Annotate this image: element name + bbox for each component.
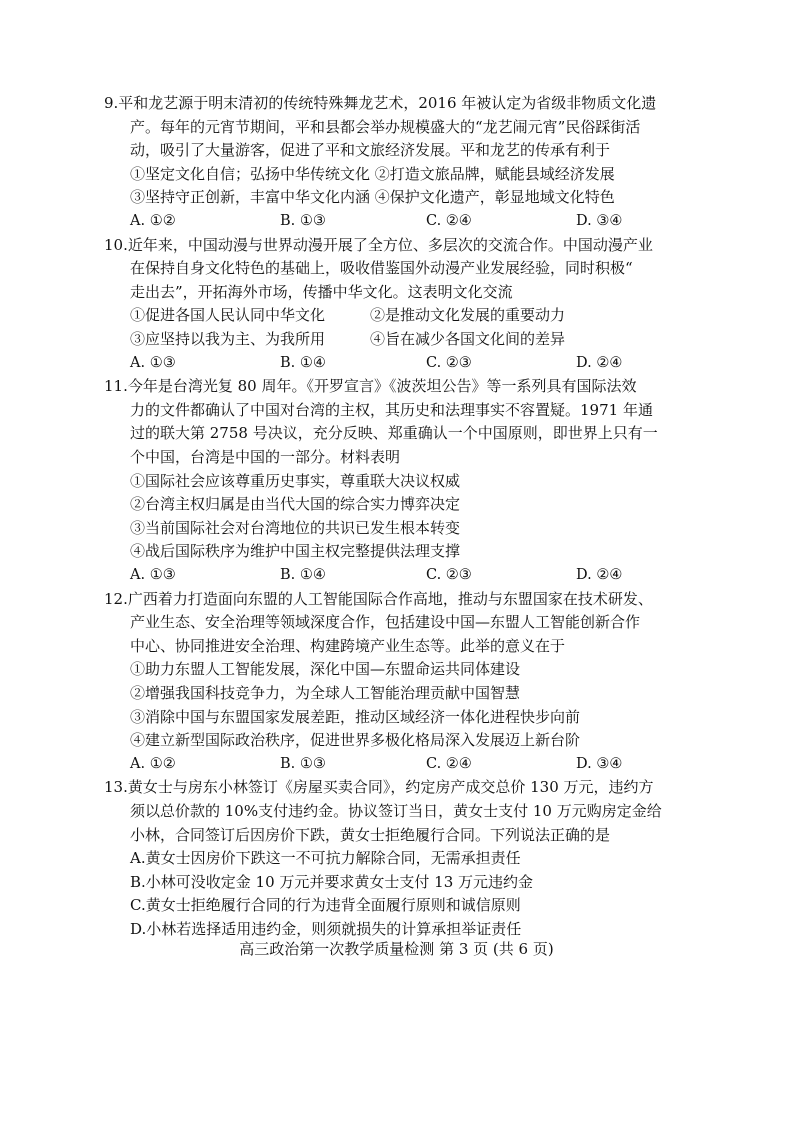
answer-choice[interactable]: C. ②④ [426, 755, 472, 772]
question-stem-line: 12.广西着力打造面向东盟的人工智能国际合作高地，推动与东盟国家在技术研发、 [104, 589, 653, 608]
answer-choice[interactable]: B. ①③ [280, 212, 326, 229]
statement-item: ②台湾主权归属是由当代大国的综合实力博弈决定 [130, 495, 461, 514]
statement-item: ③应坚持以我为主、为我所用 ④旨在减少各国文化间的差异 [130, 329, 566, 348]
question-11 [104, 375, 704, 587]
answer-choice[interactable]: A. ①② [130, 212, 176, 229]
answer-choice[interactable]: C. ②④ [426, 212, 472, 229]
answer-choice[interactable]: A. ①② [130, 755, 176, 772]
answer-choices [104, 210, 704, 234]
answer-choice[interactable]: A. ①③ [130, 354, 176, 371]
statement-item: ①促进各国人民认同中华文化 ②是推动文化发展的重要动力 [130, 306, 566, 325]
answer-choice[interactable]: D. ②④ [576, 354, 623, 371]
question-stem-line: 动，吸引了大量游客，促进了平和文旅经济发展。平和龙艺的传承有利于 [130, 141, 611, 160]
answer-choice[interactable]: B. ①④ [280, 354, 326, 371]
statement-item: ③消除中国与东盟国家发展差距，推动区域经济一体化进程快步向前 [130, 707, 581, 726]
question-stem-line: 11.今年是台湾光复 80 周年。《开罗宣言》《波茨坦公告》等一系列具有国际法效 [104, 377, 637, 396]
answer-choice[interactable]: D. ②④ [576, 566, 623, 583]
question-stem-line: 过的联大第 2758 号决议，充分反映、郑重确认一个中国原则，即世界上只有一 [130, 424, 658, 443]
statement-item: ③当前国际社会对台湾地位的共识已发生根本转变 [130, 518, 461, 537]
question-stem-line: 13.黄女士与房东小林签订《房屋买卖合同》，约定房产成交总价 130 万元，违约方 [104, 778, 654, 797]
question-10 [104, 234, 704, 376]
question-stem-line: 须以总价款的 10%支付违约金。协议签订当日，黄女士支付 10 万元购房定金给 [130, 801, 662, 820]
question-13 [104, 776, 704, 941]
question-stem-line: 力的文件都确认了中国对台湾的主权，其历史和法理事实不容置疑。1971 年通 [130, 400, 653, 419]
statement-item: ①助力东盟人工智能发展，深化中国—东盟命运共同体建设 [130, 660, 521, 679]
statement-item: A.黄女士因房价下跌这一不可抗力解除合同，无需承担责任 [130, 849, 521, 868]
question-stem-line: 个中国，台湾是中国的一部分。材料表明 [130, 447, 401, 466]
question-stem-line: 9.平和龙艺源于明末清初的传统特殊舞龙艺术，2016 年被认定为省级非物质文化遗 [104, 94, 657, 112]
question-stem-line: 10.近年来，中国动漫与世界动漫开展了全方位、多层次的交流合作。中国动漫产业 [104, 235, 653, 254]
statement-item: ④战后国际秩序为维护中国主权完整提供法理支撑 [130, 542, 461, 561]
statement-item: ④建立新型国际政治秩序，促进世界多极化格局深入发展迈上新台阶 [130, 731, 581, 750]
answer-choice[interactable]: A. ①③ [130, 566, 176, 583]
question-stem-line: 产业生态、安全治理等领域深度合作，包括建设中国—东盟人工智能创新合作 [130, 613, 641, 632]
answer-choice[interactable]: C. ②③ [426, 566, 472, 583]
question-stem-line: 走出去”，开拓海外市场，传播中华文化。这表明文化交流 [130, 282, 513, 301]
answer-choice[interactable]: C. ②③ [426, 354, 472, 371]
statement-item: ②增强我国科技竞争力，为全球人工智能治理贡献中国智慧 [130, 683, 521, 702]
answer-choice[interactable]: B. ①③ [280, 755, 326, 772]
statement-item: D.小林若选择适用违约金，则须就损失的计算承担举证责任 [130, 919, 522, 938]
page-footer: 高三政治第一次教学质量检测 第 3 页 (共 6 页) [239, 940, 554, 958]
question-stem-line: 小林，合同签订后因房价下跌，黄女士拒绝履行合同。下列说法正确的是 [130, 825, 611, 844]
question-9 [104, 92, 704, 234]
statement-item: C.黄女士拒绝履行合同的行为违背全面履行原则和诚信原则 [130, 896, 521, 915]
statement-item: ①国际社会应该尊重历史事实，尊重联大决议权威 [130, 471, 461, 490]
answer-choice[interactable]: D. ③④ [576, 755, 623, 772]
question-stem-line: 中心、协同推进安全治理、构建跨境产业生态等。此举的意义在于 [130, 636, 566, 655]
answer-choices [104, 352, 704, 376]
question-stem-line: 在保持自身文化特色的基础上，吸收借鉴国外动漫产业发展经验，同时积极“ [130, 259, 633, 278]
answer-choice[interactable]: D. ③④ [576, 212, 623, 229]
statement-item: ①坚定文化自信；弘扬中华传统文化 ②打造文旅品牌，赋能县域经济发展 [130, 164, 615, 183]
question-12 [104, 588, 704, 777]
answer-choices [104, 753, 704, 777]
question-stem-line: 产。每年的元宵节期间，平和县都会举办规模盛大的“龙艺闹元宵”民俗踩街活 [130, 117, 641, 136]
answer-choices [104, 564, 704, 588]
answer-choice[interactable]: B. ①④ [280, 566, 326, 583]
statement-item: ③坚持守正创新，丰富中华文化内涵 ④保护文化遗产，彰显地域文化特色 [130, 188, 615, 207]
statement-item: B.小林可没收定金 10 万元并要求黄女士支付 13 万元违约金 [130, 872, 534, 891]
